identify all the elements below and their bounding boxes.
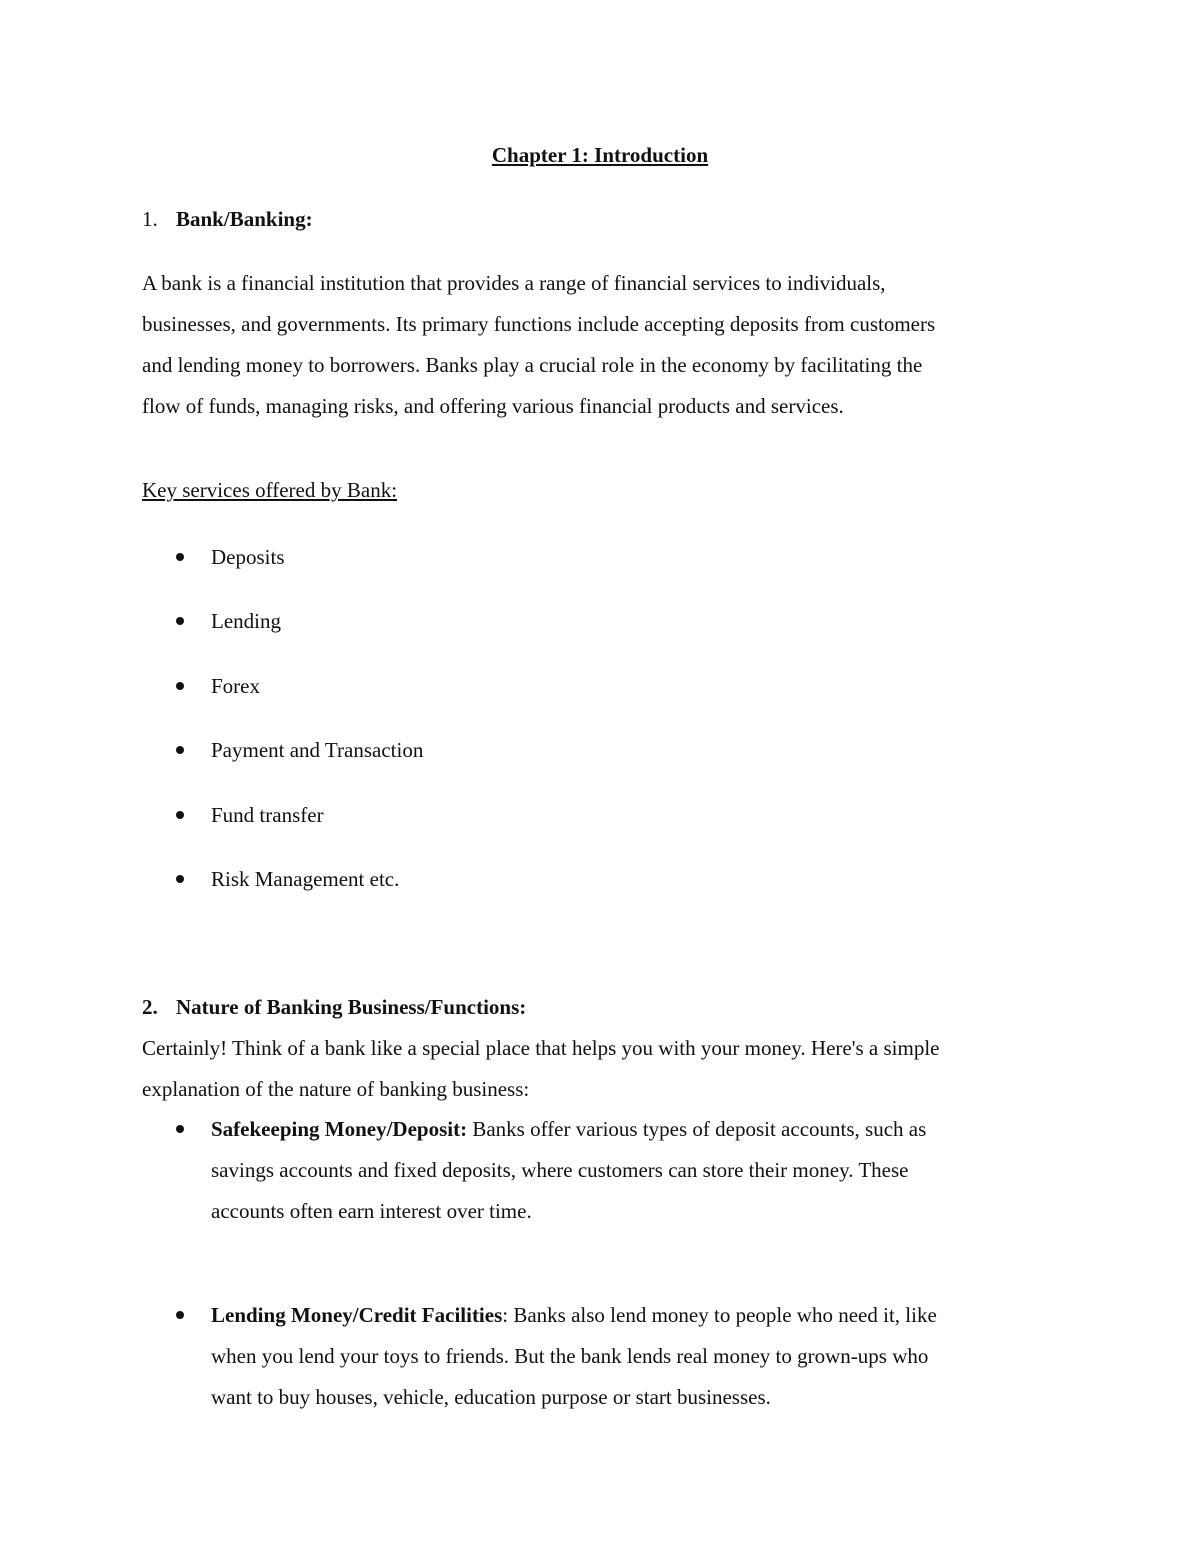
list-item: Fund transfer (211, 803, 324, 827)
paragraph-line: explanation of the nature of banking business: (142, 1077, 530, 1101)
page-title: Chapter 1: Introduction (491, 143, 709, 167)
list-item-term: Lending Money/Credit Facilities (211, 1303, 503, 1327)
section-1-title: Bank/Banking: (176, 207, 313, 231)
list-item-line: accounts often earn interest over time. (211, 1199, 532, 1223)
list-item-term: Safekeeping Money/Deposit: (211, 1117, 468, 1141)
list-item: Risk Management etc. (211, 867, 400, 891)
bullet-icon (176, 811, 184, 819)
bullet-icon (176, 1125, 184, 1133)
list-item: Forex (211, 674, 260, 698)
list-item-text: Banks offer various types of deposit accounts, such as (467, 1117, 927, 1141)
paragraph-line: Certainly! Think of a bank like a special place that helps you with your money. Here's a simple (142, 1036, 940, 1060)
key-services-heading: Key services offered by Bank: (142, 478, 398, 502)
paragraph-line: A bank is a financial institution that provides a range of financial services to individuals, (142, 271, 886, 295)
paragraph-line: businesses, and governments. Its primary functions include accepting deposits from customers (142, 312, 936, 336)
section-1-paragraph (142, 263, 1062, 427)
list-item-line: want to buy houses, vehicle, education purpose or start businesses. (211, 1385, 771, 1409)
bullet-icon (176, 682, 184, 690)
list-item-line: savings accounts and fixed deposits, where customers can store their money. These (211, 1158, 909, 1182)
section-2-intro (142, 1028, 1062, 1110)
list-item: Lending (211, 609, 281, 633)
bullet-icon (176, 617, 184, 625)
section-2-title: Nature of Banking Business/Functions: (176, 995, 527, 1019)
list-item (211, 1109, 1071, 1232)
section-2-heading (142, 995, 526, 1020)
list-item (211, 1295, 1071, 1418)
list-item-line: when you lend your toys to friends. But the bank lends real money to grown-ups who (211, 1344, 929, 1368)
list-item-text: : Banks also lend money to people who need it, like (502, 1303, 937, 1327)
list-item-first-line (211, 1295, 1071, 1336)
list-item: Payment and Transaction (211, 738, 424, 762)
paragraph-line: flow of funds, managing risks, and offering various financial products and services. (142, 394, 844, 418)
list-item: Deposits (211, 545, 285, 569)
list-item-first-line (211, 1109, 1071, 1150)
section-1-number: 1. (142, 207, 158, 231)
paragraph-line: and lending money to borrowers. Banks play a crucial role in the economy by facilitating the (142, 353, 923, 377)
bullet-icon (176, 1311, 184, 1319)
section-2-number: 2. (142, 995, 158, 1019)
bullet-icon (176, 746, 184, 754)
section-1-heading (142, 207, 313, 232)
bullet-icon (176, 553, 184, 561)
bullet-icon (176, 875, 184, 883)
